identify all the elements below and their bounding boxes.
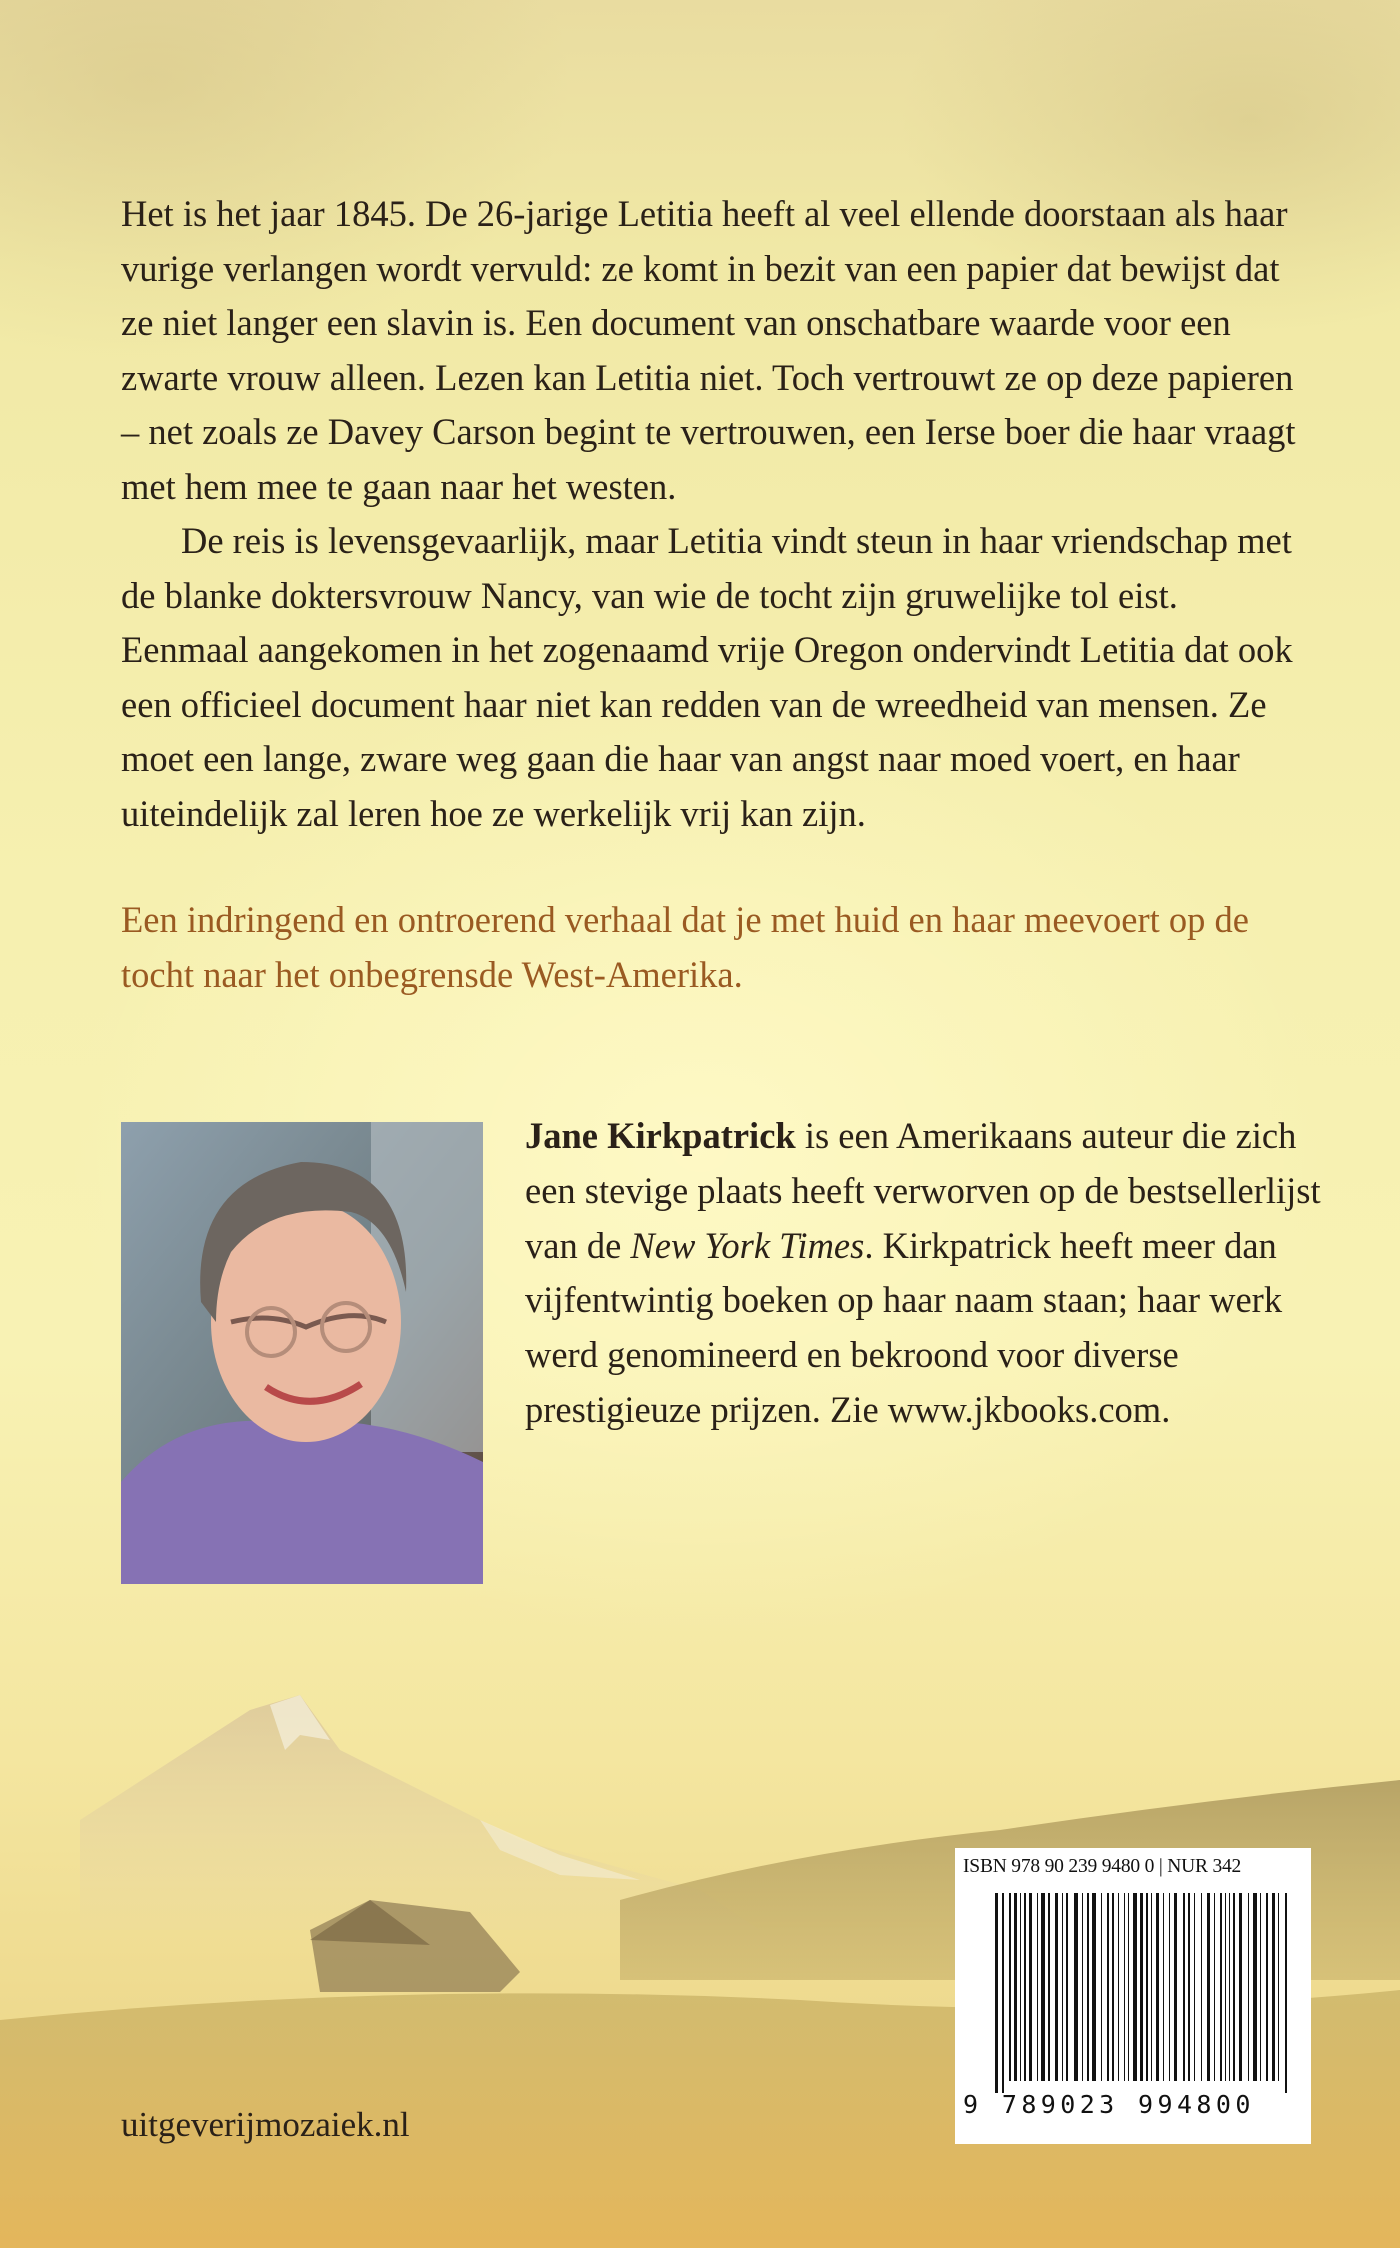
barcode-bar xyxy=(1082,1893,1083,2081)
barcode-bar xyxy=(1133,1893,1137,2081)
barcode-bar xyxy=(1233,1893,1235,2081)
barcode-bar xyxy=(1272,1893,1275,2081)
barcode-bar xyxy=(1112,1893,1114,2081)
publisher-url[interactable]: uitgeverijmozaiek.nl xyxy=(121,2105,410,2144)
author-bio xyxy=(525,1109,1325,1438)
barcode-bar xyxy=(1020,1893,1021,2081)
barcode-bar xyxy=(1048,1893,1050,2081)
isbn-line: ISBN 978 90 239 9480 0 | NUR 342 xyxy=(963,1856,1242,1877)
barcode-bar xyxy=(1188,1893,1190,2081)
barcode xyxy=(993,1893,1293,2093)
synopsis-paragraph: Het is het jaar 1845. De 26-jarige Letitia heeft al veel ellende doorstaan als haar vurige verlangen wordt vervuld: ze komt in bezit van een papier dat bewijst dat ze niet langer een slavin is. Een document van onschatbare waarde voor een zwarte vrouw alleen. Lezen kan Letitia niet. Toch vertrouwt ze op deze papieren – net zoals ze Davey Carson begint te vertrouwen, een Ierse boer die haar vraagt met hem mee te gaan naar het westen. xyxy=(121,193,1296,507)
barcode-bar xyxy=(1169,1893,1170,2081)
barcode-bar xyxy=(1062,1893,1063,2081)
barcode-bar xyxy=(1128,1893,1129,2081)
tagline: Een indringend en ontroerend verhaal dat je met huid en haar meevoert op de tocht naar het onbegrensde West-Amerika. xyxy=(121,899,1250,995)
barcode-bar xyxy=(1214,1893,1215,2081)
barcode-bar xyxy=(1156,1893,1159,2081)
barcode-bar xyxy=(995,1893,998,2093)
barcode-bar xyxy=(1101,1893,1102,2081)
barcode-bar xyxy=(1118,1893,1119,2081)
barcode-bar xyxy=(1055,1893,1058,2081)
synopsis xyxy=(121,187,1301,841)
barcode-bar xyxy=(1087,1893,1089,2081)
barcode-bar xyxy=(1009,1893,1011,2081)
barcode-bar xyxy=(1253,1893,1257,2081)
barcode-bar xyxy=(1278,1893,1279,2081)
barcode-bar xyxy=(1207,1893,1210,2081)
author-bio-text: is een Amerikaans auteur die zich een stevige plaats heeft verworven op de bestsellerlijst van de xyxy=(525,1115,1321,1266)
barcode-bar xyxy=(1151,1893,1152,2081)
barcode-bar xyxy=(1220,1893,1222,2081)
barcode-bar xyxy=(1002,1893,1004,2093)
author-photo xyxy=(121,1122,483,1584)
barcode-bar xyxy=(1041,1893,1045,2081)
barcode-bar xyxy=(1037,1893,1038,2081)
barcode-bar xyxy=(1229,1893,1230,2081)
barcode-bar xyxy=(1074,1893,1078,2081)
barcode-bar xyxy=(1024,1893,1026,2081)
barcode-box xyxy=(955,1848,1311,2144)
barcode-bar xyxy=(1163,1893,1164,2081)
barcode-bar xyxy=(1124,1893,1125,2081)
barcode-bar xyxy=(1140,1893,1143,2081)
barcode-bar xyxy=(1266,1893,1268,2081)
barcode-bar xyxy=(1146,1893,1148,2081)
barcode-bar xyxy=(1029,1893,1032,2081)
barcode-bar xyxy=(1014,1893,1017,2081)
barcode-bar xyxy=(1260,1893,1261,2081)
barcode-bar xyxy=(1201,1893,1202,2081)
barcode-bar xyxy=(1092,1893,1096,2081)
barcode-bar xyxy=(1194,1893,1195,2081)
barcode-bar xyxy=(1183,1893,1185,2081)
barcode-digits: 9 789023 994800 xyxy=(963,2090,1255,2119)
barcode-bar xyxy=(1285,1893,1287,2093)
barcode-bar xyxy=(1107,1893,1109,2081)
author-bio-text: . Kirkpatrick heeft meer dan vijfentwintig boeken op haar naam staan; haar werk werd genomineerd en bekroond voor diverse prestigieuze prijzen. Zie www.jkbooks.com. xyxy=(525,1224,1283,1430)
barcode-bar xyxy=(1239,1893,1242,2081)
barcode-bar xyxy=(1248,1893,1249,2081)
newspaper-name: New York Times xyxy=(630,1224,865,1266)
barcode-bar xyxy=(1225,1893,1226,2081)
barcode-bar xyxy=(1174,1893,1177,2081)
author-name: Jane Kirkpatrick xyxy=(525,1115,796,1156)
synopsis-paragraph: De reis is levensgevaarlijk, maar Letitia vindt steun in haar vriendschap met de blanke doktersvrouw Nancy, van wie de tocht zijn gruwelijke tol eist. Eenmaal aangekomen in het zogenaamd vrije Oregon ondervindt Letitia dat ook een officieel document haar niet kan redden van de wreedheid van mensen. Ze moet een lange, zware weg gaan die haar van angst naar moed voert, en haar uiteindelijk zal leren hoe ze werkelijk vrij kan zijn. xyxy=(121,520,1293,834)
barcode-bar xyxy=(1066,1893,1068,2081)
